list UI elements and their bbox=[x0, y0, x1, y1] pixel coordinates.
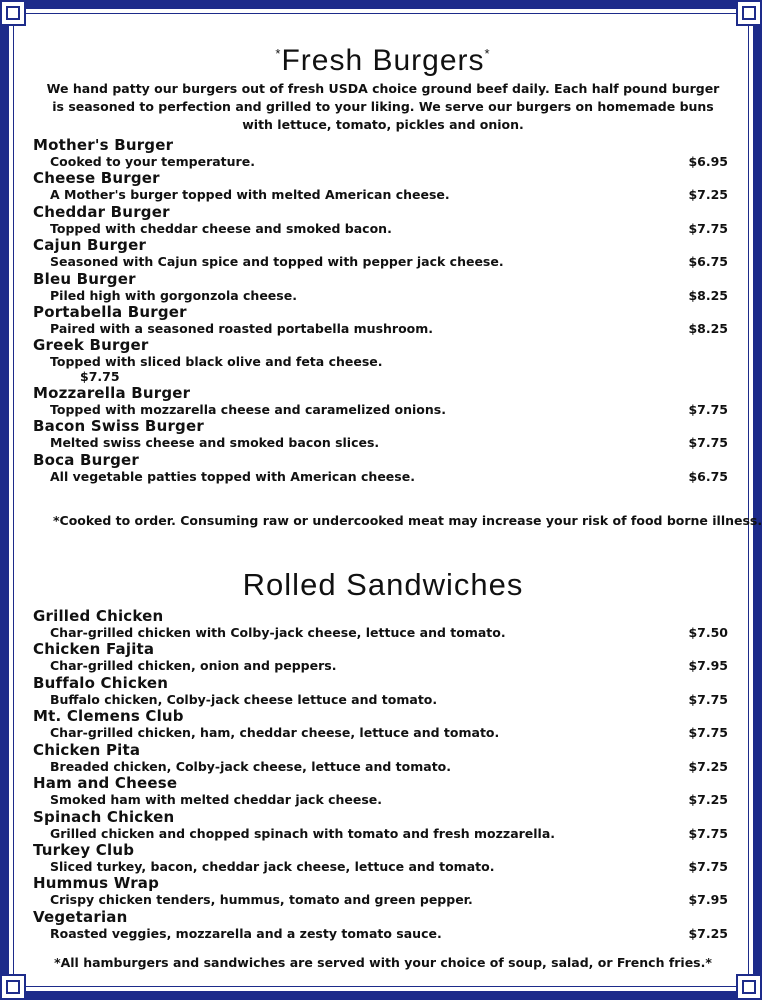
corner-ornament-bottom-right bbox=[736, 974, 762, 1000]
menu-item bbox=[33, 169, 733, 202]
item-desc: Grilled chicken and chopped spinach with tomato and fresh mozzarella. bbox=[50, 825, 556, 841]
burgers-title bbox=[33, 37, 733, 78]
item-desc: Roasted veggies, mozzarella and a zesty tomato sauce. bbox=[50, 925, 442, 941]
item-price: $7.25 bbox=[688, 925, 728, 941]
burgers-intro: We hand patty our burgers out of fresh USDA choice ground beef daily. Each half pound burger is seasoned to perfection and grilled to your liking. We serve our burgers on homemade buns with lettuce, tomato, pickles and onion. bbox=[46, 81, 720, 132]
menu-item bbox=[33, 741, 733, 774]
item-price: $7.75 bbox=[80, 368, 120, 384]
item-name: Chicken Fajita bbox=[33, 640, 155, 659]
item-desc: Crispy chicken tenders, hummus, tomato and green pepper. bbox=[50, 892, 473, 908]
item-name: Buffalo Chicken bbox=[33, 673, 169, 692]
item-price: $8.25 bbox=[688, 321, 728, 337]
corner-ornament-top-left bbox=[0, 0, 26, 26]
item-price: $7.75 bbox=[688, 401, 728, 417]
item-name: Grilled Chicken bbox=[33, 607, 164, 626]
corner-ornament-bottom-left bbox=[0, 974, 26, 1000]
menu-item bbox=[33, 384, 733, 417]
menu-item bbox=[33, 874, 733, 907]
title-star-right: * bbox=[484, 46, 491, 61]
burgers-list bbox=[33, 136, 733, 484]
item-price: $8.25 bbox=[688, 287, 728, 303]
menu-item bbox=[33, 336, 733, 383]
item-price: $7.25 bbox=[688, 792, 728, 808]
item-name: Bleu Burger bbox=[33, 269, 136, 288]
item-desc: Sliced turkey, bacon, cheddar jack cheese, lettuce and tomato. bbox=[50, 858, 495, 874]
menu-item bbox=[33, 236, 733, 269]
item-name: Portabella Burger bbox=[33, 303, 187, 322]
item-price: $7.95 bbox=[688, 892, 728, 908]
sides-footnote: *All hamburgers and sandwiches are served with your choice of soup, salad, or French fries.* bbox=[54, 955, 712, 971]
menu-item bbox=[33, 417, 733, 450]
item-desc: Cooked to your temperature. bbox=[50, 154, 255, 169]
item-name: Vegetarian bbox=[33, 907, 128, 926]
item-name: Mozzarella Burger bbox=[33, 383, 191, 402]
item-price: $6.75 bbox=[688, 254, 728, 270]
item-desc: Smoked ham with melted cheddar jack cheese. bbox=[50, 792, 383, 808]
item-name: Cheddar Burger bbox=[33, 202, 170, 221]
item-price: $7.50 bbox=[688, 625, 728, 641]
menu-item bbox=[33, 707, 733, 740]
burgers-footnote: *Cooked to order. Consuming raw or undercooked meat may increase your risk of food borne illness. bbox=[53, 513, 762, 529]
item-price: $6.75 bbox=[688, 468, 728, 484]
menu-item bbox=[33, 908, 733, 941]
menu-item bbox=[33, 270, 733, 303]
item-name: Chicken Pita bbox=[33, 740, 141, 759]
item-price: $7.75 bbox=[688, 691, 728, 707]
item-name: Greek Burger bbox=[33, 336, 149, 355]
menu-item bbox=[33, 640, 733, 673]
item-desc: Topped with cheddar cheese and smoked bacon. bbox=[50, 220, 392, 236]
item-price: $7.75 bbox=[688, 435, 728, 451]
item-desc: Seasoned with Cajun spice and topped with pepper jack cheese. bbox=[50, 254, 504, 270]
sandwiches-list bbox=[33, 607, 733, 941]
item-desc: Char-grilled chicken with Colby-jack cheese, lettuce and tomato. bbox=[50, 625, 506, 641]
burgers-title-text: Fresh Burgers bbox=[281, 44, 485, 77]
menu-item bbox=[33, 607, 733, 640]
item-price: $7.25 bbox=[688, 187, 728, 203]
item-desc: Char-grilled chicken, onion and peppers. bbox=[50, 658, 337, 674]
item-desc: Char-grilled chicken, ham, cheddar cheese, lettuce and tomato. bbox=[50, 725, 500, 741]
item-name: Cheese Burger bbox=[33, 169, 160, 188]
item-desc: Topped with sliced black olive and feta cheese. bbox=[50, 354, 383, 370]
item-desc: Buffalo chicken, Colby-jack cheese lettuce and tomato. bbox=[50, 691, 438, 707]
item-desc: Piled high with gorgonzola cheese. bbox=[50, 287, 297, 303]
item-price: $7.75 bbox=[688, 725, 728, 741]
title-star-left: * bbox=[275, 46, 282, 61]
item-desc: Breaded chicken, Colby-jack cheese, lettuce and tomato. bbox=[50, 758, 452, 774]
item-price: $7.75 bbox=[688, 220, 728, 236]
item-name: Mother's Burger bbox=[33, 136, 174, 154]
menu-item bbox=[33, 674, 733, 707]
item-desc: All vegetable patties topped with American cheese. bbox=[50, 468, 415, 484]
item-name: Spinach Chicken bbox=[33, 807, 175, 826]
item-name: Cajun Burger bbox=[33, 236, 147, 255]
menu-item bbox=[33, 451, 733, 484]
corner-ornament-top-right bbox=[736, 0, 762, 26]
item-name: Turkey Club bbox=[33, 840, 135, 859]
menu-item bbox=[33, 841, 733, 874]
item-desc: Topped with mozzarella cheese and caramelized onions. bbox=[50, 401, 446, 417]
item-price: $7.75 bbox=[688, 825, 728, 841]
menu-item bbox=[33, 774, 733, 807]
menu-item bbox=[33, 136, 733, 169]
menu-item bbox=[33, 203, 733, 236]
item-name: Ham and Cheese bbox=[33, 774, 178, 793]
menu-content bbox=[33, 37, 762, 971]
item-name: Bacon Swiss Burger bbox=[33, 417, 204, 436]
sandwiches-title: Rolled Sandwiches bbox=[242, 567, 524, 603]
item-name: Boca Burger bbox=[33, 450, 139, 469]
item-desc: Paired with a seasoned roasted portabella mushroom. bbox=[50, 321, 434, 337]
item-name: Hummus Wrap bbox=[33, 874, 160, 893]
item-desc: A Mother's burger topped with melted American cheese. bbox=[50, 187, 450, 203]
item-price: $6.95 bbox=[688, 154, 728, 169]
menu-item bbox=[33, 303, 733, 336]
menu-item bbox=[33, 808, 733, 841]
item-price: $7.75 bbox=[688, 858, 728, 874]
item-desc: Melted swiss cheese and smoked bacon slices. bbox=[50, 435, 380, 451]
item-price: $7.95 bbox=[688, 658, 728, 674]
item-name: Mt. Clemens Club bbox=[33, 707, 184, 726]
item-price: $7.25 bbox=[688, 758, 728, 774]
